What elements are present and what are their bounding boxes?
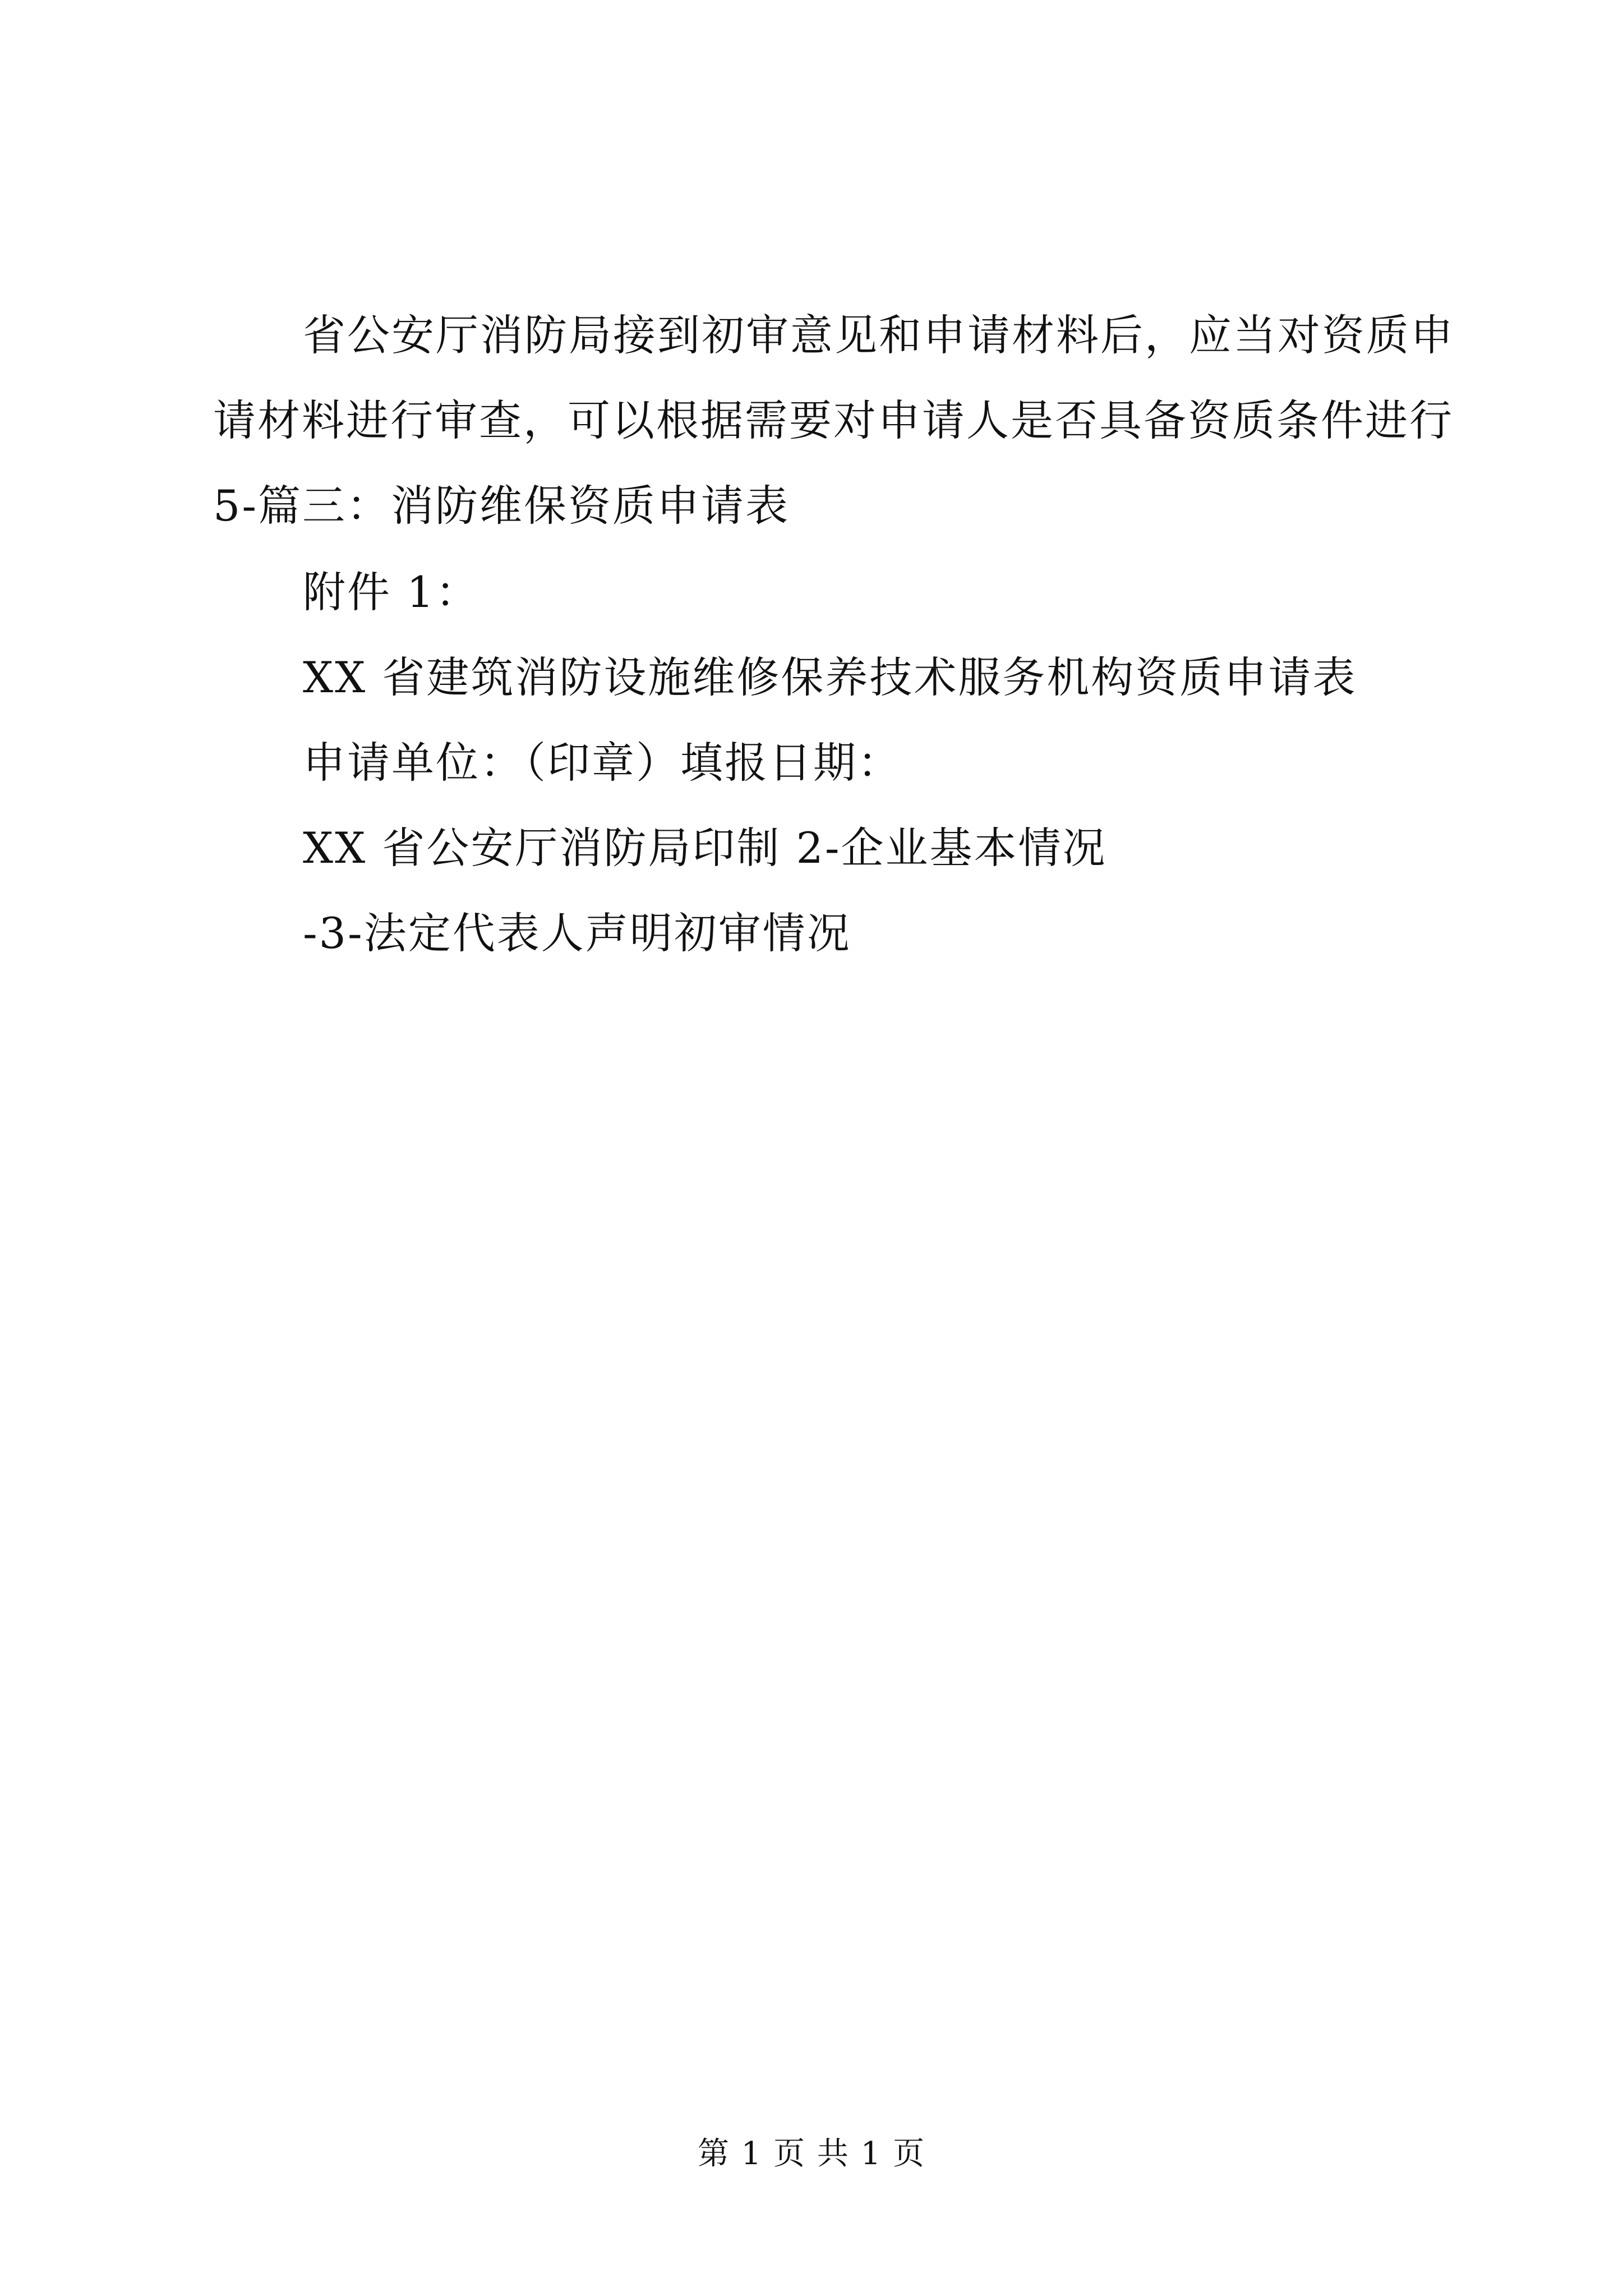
attachment-label: 附件 1： <box>303 567 480 617</box>
paragraph-line: 请材料进行审查，可以根据需要对申请人是否具备资质条件进行 <box>213 395 1454 445</box>
paragraph-line: 省公安厅消防局接到初审意见和申请材料后，应当对资质申 <box>303 310 1455 360</box>
statement-line: -3-法定代表人声明初审情况 <box>303 908 851 958</box>
section-heading: 5-篇三：消防维保资质申请表 <box>213 481 790 531</box>
page-number-footer: 第 1 页 共 1 页 <box>697 2136 926 2172</box>
applicant-line: 申请单位：（印章）填报日期： <box>303 738 902 788</box>
form-title: XX 省建筑消防设施维修保养技术服务机构资质申请表 <box>303 652 1357 702</box>
printer-line: XX 省公安厅消防局印制 2-企业基本情况 <box>303 823 1107 873</box>
